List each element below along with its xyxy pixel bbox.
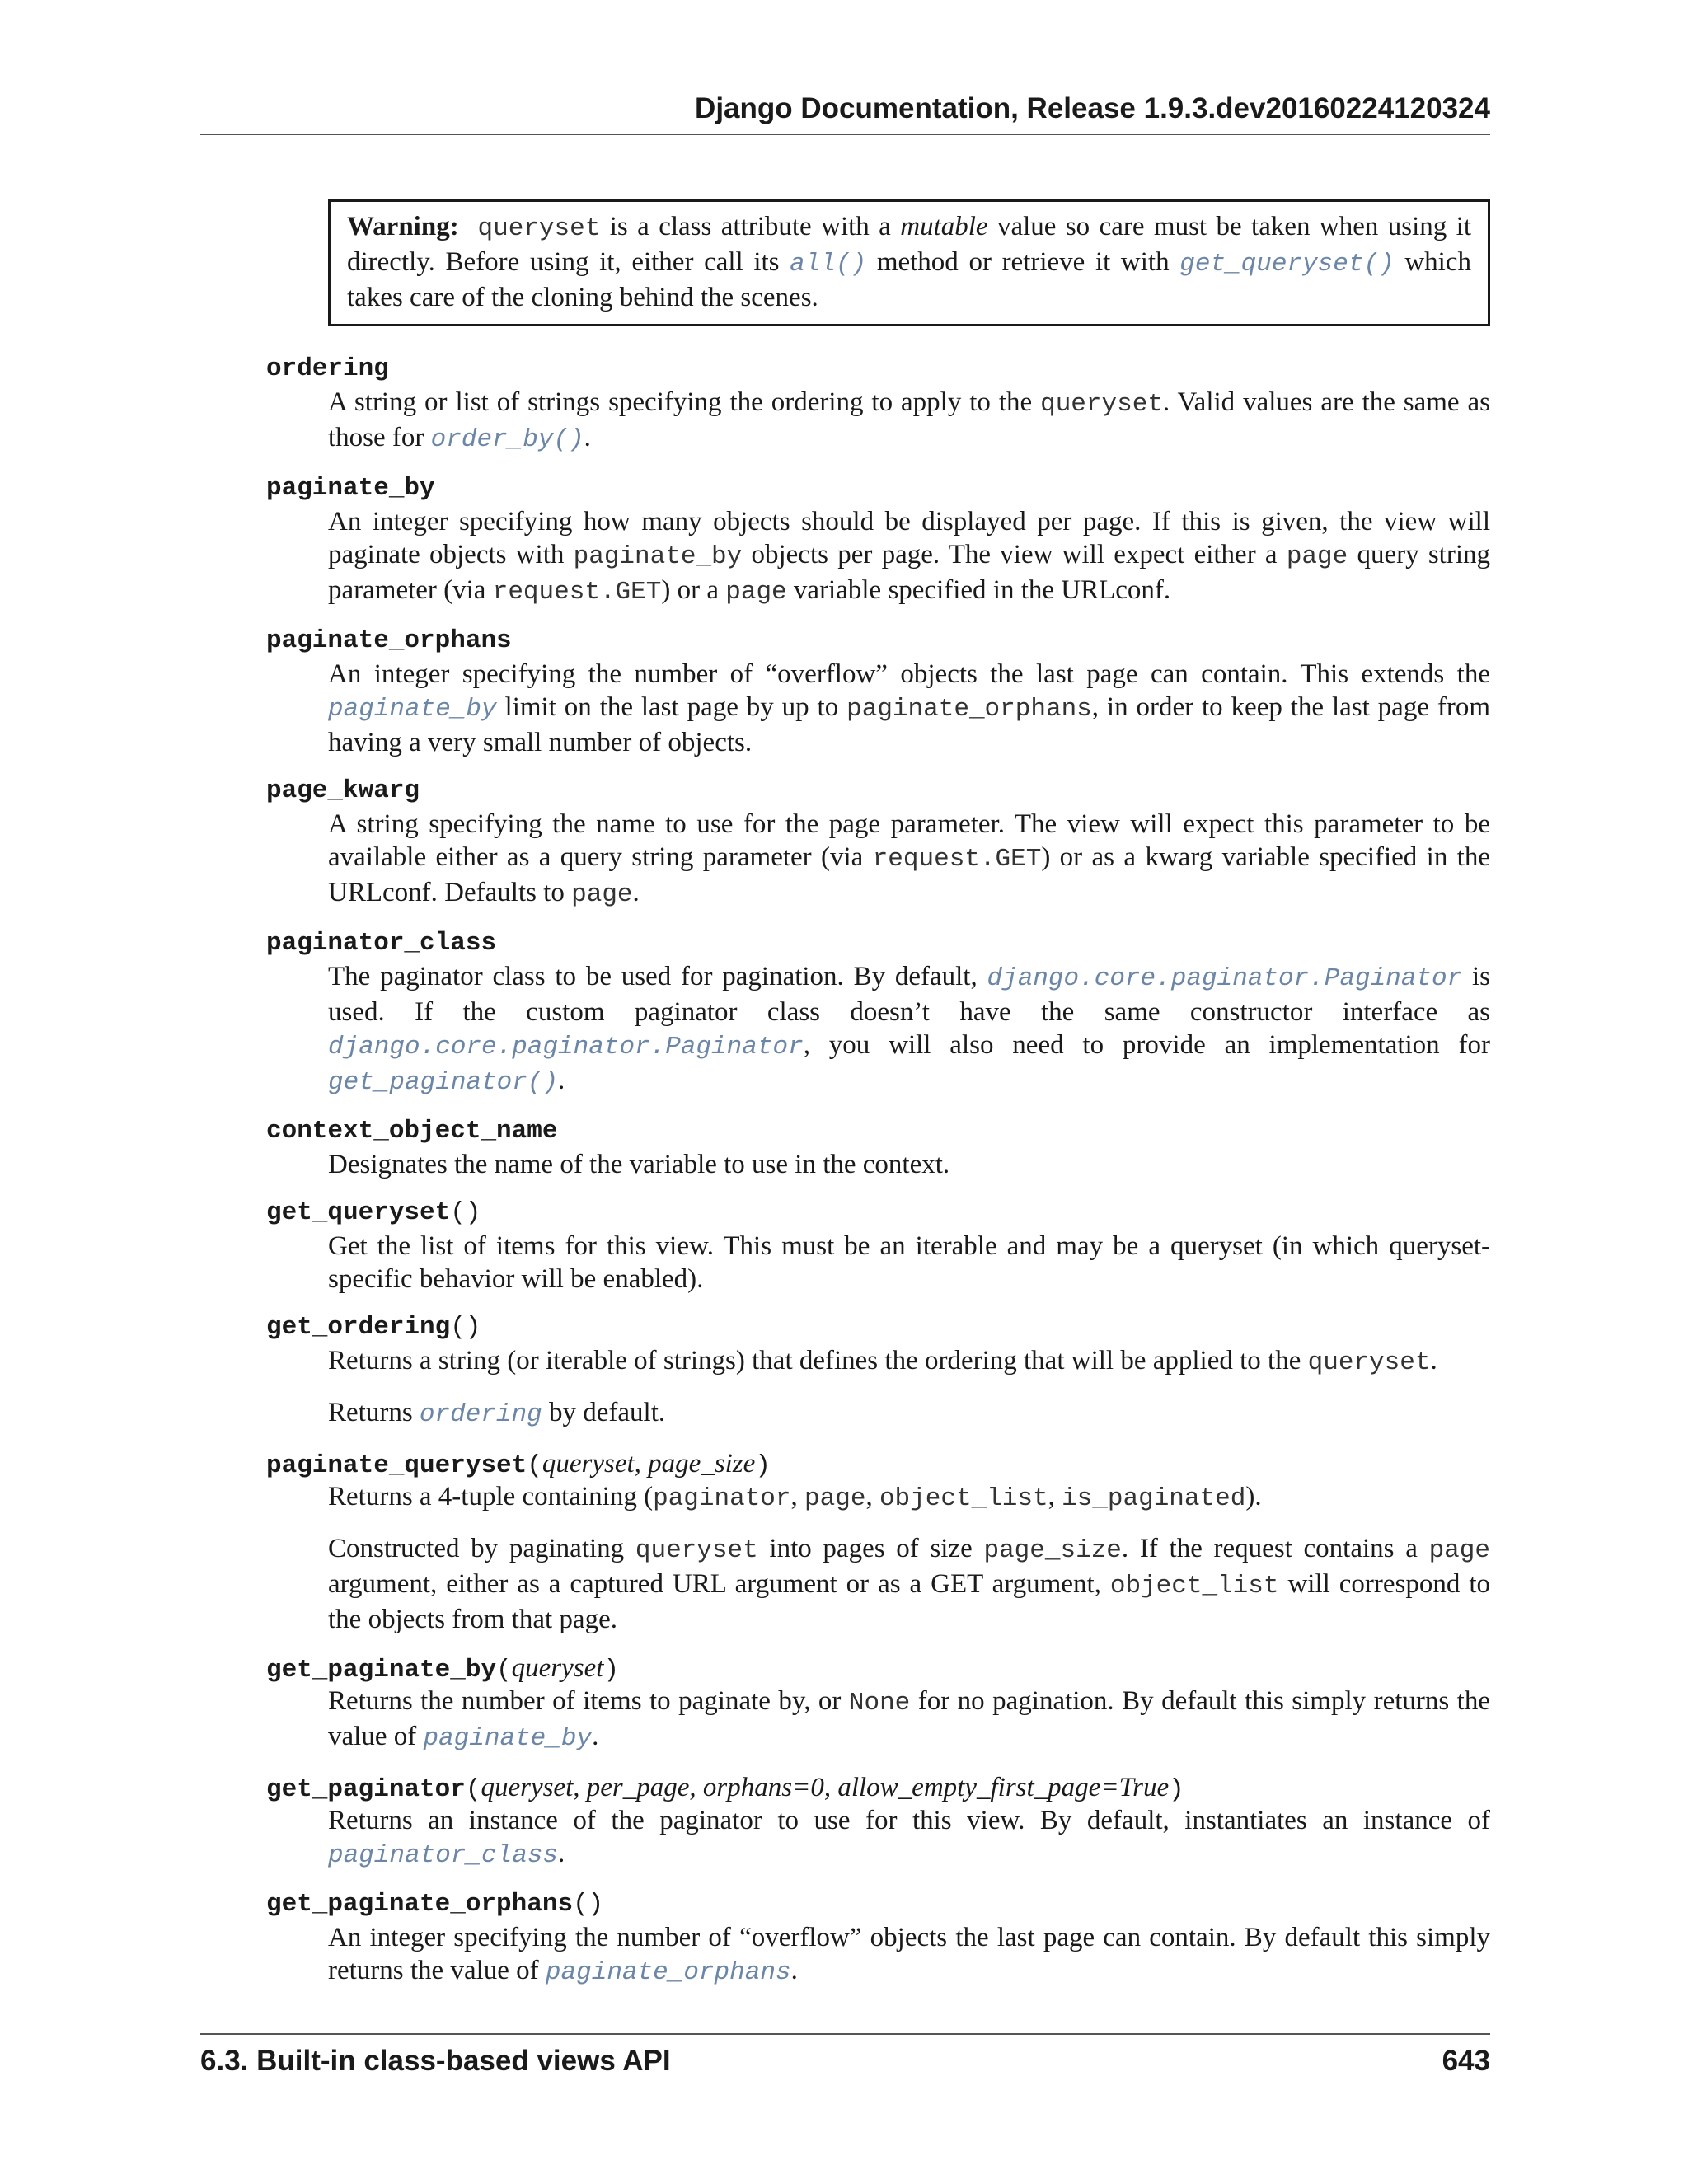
- entry-description: A string specifying the name to use for the page parameter. The view will expect this parameter to be available either as a query string parameter (via request.GET) or as a kwarg variable specified in the URLconf. Defaults to page.: [328, 809, 1490, 909]
- paginator-class-link[interactable]: paginator_class: [328, 1841, 559, 1870]
- entry-context-object-name: [266, 1115, 1490, 1181]
- entry-signature: get_paginate_by(queryset): [266, 1653, 620, 1685]
- entry-signature: [266, 472, 1490, 505]
- entry-signature: [266, 927, 1490, 960]
- warning-text: is a class attribute with a: [600, 212, 901, 241]
- entry-description: An integer specifying how many objects should be displayed per page. If this is given, the view will paginate objects with paginate_by objects per page. The view will expect either a page query string parameter (via request.GET) or a page variable specified in the URLconf.: [328, 507, 1491, 607]
- entry-description: The paginator class to be used for pagination. By default, django.core.paginator.Paginator is used. If the custom paginator class doesn’t have the same constructor interface as django.core.paginator.Paginator, you will also need to provide an implementation for get_paginator().: [328, 962, 1490, 1097]
- entry-paginate-orphans: [266, 625, 1490, 759]
- entry-name: get_queryset: [266, 1198, 451, 1227]
- order-by-link[interactable]: order_by(): [430, 425, 584, 454]
- entry-description: Returns a 4-tuple containing (paginator, page, object_list, is_paginated). Constructed by paginating queryset into pages of size page_size. If the request contains a page argument, either as a captured URL argument or as a GET argument, object_list will correspond to the objects from that page.: [328, 1482, 1490, 1634]
- warning-text: which takes care of the cloning behind the scenes.: [347, 247, 1471, 312]
- entry-get-paginator: [266, 1771, 1490, 1872]
- entry-description: An integer specifying the number of “overflow” objects the last page can contain. This extends the paginate_by limit on the last page by up to paginate_orphans, in order to keep the last page from having a very small number of objects.: [328, 659, 1491, 757]
- entry-description: Returns an instance of the paginator to use for this view. By default, instantiates an instance of paginator_class.: [328, 1806, 1490, 1870]
- entry-signature: get_paginate_orphans(): [266, 1890, 604, 1919]
- all-link[interactable]: all(): [790, 250, 867, 279]
- entry-signature: [266, 775, 1490, 808]
- entry-paginator-class: [266, 927, 1490, 1099]
- entry-name: ordering: [266, 354, 389, 383]
- entry-signature: paginate_queryset(queryset, page_size): [266, 1449, 771, 1480]
- entry-paginate-by: [266, 472, 1490, 609]
- entry-name: get_paginator: [266, 1775, 466, 1804]
- entry-ordering: [266, 353, 1490, 457]
- entry-get-paginate-by: [266, 1652, 1490, 1755]
- entry-name: get_paginate_orphans: [266, 1890, 574, 1919]
- ordering-link[interactable]: ordering: [419, 1400, 542, 1429]
- paginator-link[interactable]: django.core.paginator.Paginator: [328, 1033, 804, 1062]
- entry-description: Returns the number of items to paginate by, or None for no pagination. By default this simply returns the value of paginate_by.: [328, 1686, 1490, 1753]
- warning-text: value so care must be taken when using it directly. Before using it, either call its: [347, 212, 1472, 277]
- entry-description: A string or list of strings specifying the ordering to apply to the queryset. Valid values are the same as those for order_by().: [328, 387, 1490, 454]
- entry-name: context_object_name: [266, 1117, 558, 1146]
- entry-signature: [266, 1115, 1490, 1148]
- warning-emphasis: mutable: [900, 212, 988, 241]
- footer-section-title: 6.3. Built-in class-based views API: [200, 2045, 671, 2077]
- entry-name: get_paginate_by: [266, 1656, 497, 1685]
- entry-description: Get the list of items for this view. This must be an iterable and may be a queryset (in which queryset-specific behavior will be enabled).: [328, 1231, 1490, 1294]
- paginate-by-link[interactable]: paginate_by: [328, 695, 497, 724]
- warning-label: Warning:: [347, 212, 459, 241]
- entry-get-ordering: [266, 1311, 1490, 1432]
- entry-description: Returns a string (or iterable of strings) that defines the ordering that will be applied to the queryset. Returns ordering by default.: [328, 1346, 1437, 1429]
- header-title: Django Documentation, Release 1.9.3.dev20160224120324: [695, 92, 1490, 124]
- warning-text: method or retrieve it with: [866, 247, 1180, 277]
- entry-name: paginate_by: [266, 474, 435, 503]
- entry-name: get_ordering: [266, 1313, 451, 1342]
- entry-name: paginator_class: [266, 929, 497, 958]
- entry-description: An integer specifying the number of “overflow” objects the last page can contain. By default this simply returns the value of paginate_orphans.: [328, 1923, 1490, 1987]
- entry-signature: get_queryset(): [266, 1198, 481, 1227]
- entry-signature: get_paginator(queryset, per_page, orphans=0, allow_empty_first_page=True): [266, 1773, 1184, 1804]
- attribute-list: [266, 353, 1490, 2005]
- entry-get-queryset: [266, 1197, 1490, 1296]
- entry-name: paginate_queryset: [266, 1451, 528, 1480]
- entry-signature: [266, 353, 1490, 386]
- entry-params: queryset, per_page, orphans=0, allow_empty_first_page=True: [481, 1773, 1170, 1802]
- paginate-orphans-link[interactable]: paginate_orphans: [545, 1958, 791, 1987]
- entry-name: page_kwarg: [266, 776, 420, 805]
- entry-page-kwarg: [266, 775, 1490, 912]
- footer-page-number: 643: [1442, 2045, 1490, 2077]
- entry-paginate-queryset: [266, 1447, 1490, 1636]
- warning-admonition: [328, 199, 1490, 326]
- entry-params: queryset, page_size: [542, 1449, 756, 1479]
- entry-params: queryset: [511, 1653, 604, 1683]
- inline-code: queryset: [477, 214, 601, 243]
- entry-signature: get_ordering(): [266, 1313, 481, 1342]
- paginator-link[interactable]: django.core.paginator.Paginator: [987, 964, 1463, 993]
- get-paginator-link[interactable]: get_paginator(): [328, 1068, 559, 1097]
- entry-name: paginate_orphans: [266, 626, 512, 655]
- get-queryset-link[interactable]: get_queryset(): [1179, 250, 1395, 279]
- entry-signature: [266, 625, 1490, 658]
- entry-get-paginate-orphans: [266, 1888, 1490, 1990]
- entry-description: Designates the name of the variable to use in the context.: [328, 1150, 950, 1179]
- page-header: [200, 92, 1490, 135]
- page-footer: [200, 2033, 1490, 2084]
- paginate-by-link[interactable]: paginate_by: [423, 1724, 593, 1753]
